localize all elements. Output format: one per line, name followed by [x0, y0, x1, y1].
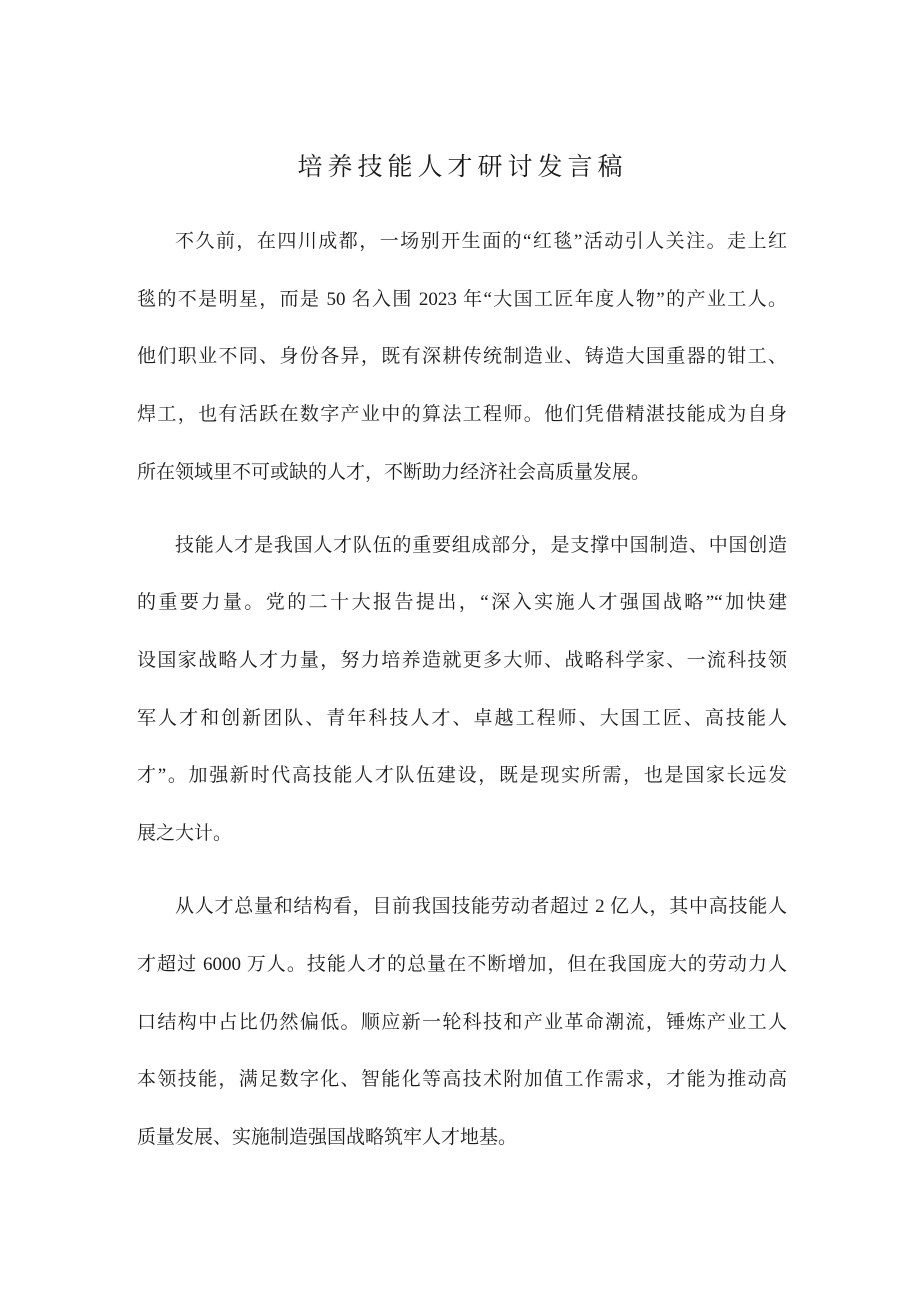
- body-line: 焊工，也有活跃在数字产业中的算法工程师。他们凭借精湛技能成为自身: [137, 404, 787, 426]
- body-line: 设国家战略人才力量，努力培养造就更多大师、战略科学家、一流科技领: [137, 650, 787, 672]
- body-line: 不久前，在四川成都，一场别开生面的“红毯”活动引人关注。走上红: [175, 231, 787, 252]
- body-line: 军人才和创新团队、青年科技人才、卓越工程师、大国工匠、高技能人: [137, 707, 787, 729]
- paragraph-2: [137, 517, 787, 863]
- document-body: [137, 213, 787, 1167]
- body-line: 才超过 6000 万人。技能人才的总量在不断增加，但在我国庞大的劳动力人: [137, 953, 787, 975]
- paragraph-1: [137, 213, 787, 501]
- body-line: 从人才总量和结构看，目前我国技能劳动者超过 2 亿人，其中高技能人: [175, 896, 787, 918]
- body-line: 毯的不是明星，而是 50 名入围 2023 年“大国工匠年度人物”的产业工人。: [137, 288, 787, 310]
- paragraph-3: [137, 878, 787, 1166]
- document-title: 培养技能人才研讨发言稿: [297, 154, 628, 181]
- body-line: 所在领域里不可或缺的人才，不断助力经济社会高质量发展。: [137, 461, 651, 483]
- body-line: 质量发展、实施制造强国战略筑牢人才地基。: [137, 1126, 518, 1148]
- body-line: 的重要力量。党的二十大报告提出，“深入实施人才强国战略”“加快建: [137, 592, 787, 614]
- body-line: 口结构中占比仍然偏低。顺应新一轮科技和产业革命潮流，锤炼产业工人: [137, 1011, 787, 1033]
- body-line: 技能人才是我国人才队伍的重要组成部分，是支撑中国制造、中国创造: [175, 534, 787, 556]
- body-line: 他们职业不同、身份各异，既有深耕传统制造业、铸造大国重器的钳工、: [137, 346, 787, 368]
- body-line: 才”。加强新时代高技能人才队伍建设，既是现实所需，也是国家长远发: [137, 765, 787, 787]
- body-line: 本领技能，满足数字化、智能化等高技术附加值工作需求，才能为推动高: [137, 1069, 787, 1091]
- body-line: 展之大计。: [137, 823, 233, 845]
